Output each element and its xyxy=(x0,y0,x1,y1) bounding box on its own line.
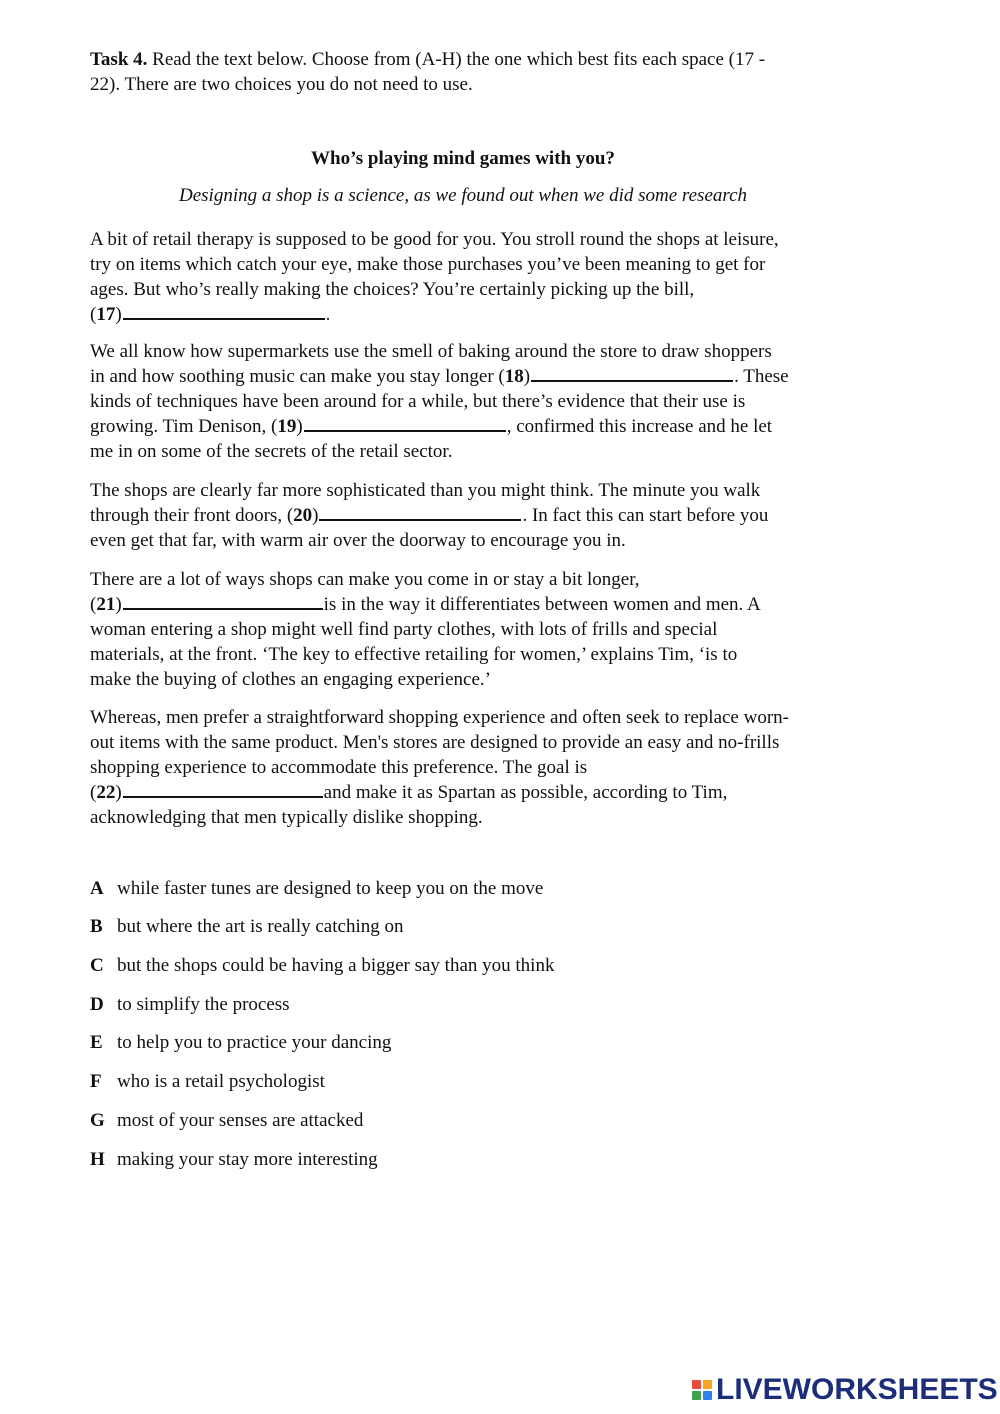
option-f[interactable] xyxy=(90,1069,325,1095)
paragraph-4: There are a lot of ways shops can make you come in or stay a bit longer, (21) is in the way it differentiates between women and men. A woman entering a shop might well find party clothes, with lots of frills and special materials, at the front. ‘The key to effective retailing for women,’ explains Tim, ‘is to make the buying of clothes an engaging experience.’ xyxy=(90,567,850,692)
paragraph-3: The shops are clearly far more sophisticated than you might think. The minute you walk through their front doors, (20) . In fact this can start before you even get that far, with warm air over the doorway to encourage you in. xyxy=(90,478,850,553)
p2-line2-before: in and how soothing music can make you stay longer ( xyxy=(90,366,505,387)
p2-line5: me in on some of the secrets of the retail sector. xyxy=(90,441,453,462)
gap-19-number: 19 xyxy=(277,416,297,437)
option-b[interactable] xyxy=(90,914,403,940)
logo-mark-square-2 xyxy=(703,1380,712,1389)
article-subtitle-block xyxy=(90,183,836,208)
option-d-letter: D xyxy=(90,994,104,1015)
option-g[interactable] xyxy=(90,1108,363,1134)
gap-19-input[interactable] xyxy=(304,414,506,432)
p5-line3: shopping experience to accommodate this preference. The goal is xyxy=(90,757,588,778)
p3-line3: even get that far, with warm air over the doorway to encourage you in. xyxy=(90,530,626,551)
option-f-text: who is a retail psychologist xyxy=(117,1071,325,1092)
task-label: Task 4. xyxy=(90,49,148,70)
option-h[interactable] xyxy=(90,1147,378,1173)
p1-end: . xyxy=(325,304,331,325)
gap-21-number: 21 xyxy=(96,594,116,615)
gap-18-number: 18 xyxy=(504,366,524,387)
paragraph-5: Whereas, men prefer a straightforward shopping experience and often seek to replace worn- out items with the same product. Men's stores are designed to provide an easy and no-frills shopping experience to accommodate this preference. The goal is (22) and make it as Spartan as possible, according to Tim, acknowledging that men typically dislike shopping. xyxy=(90,705,850,830)
option-d-text: to simplify the process xyxy=(117,994,290,1015)
option-c[interactable] xyxy=(90,953,554,979)
p5-line1: Whereas, men prefer a straightforward shopping experience and often seek to replace worn- xyxy=(90,707,789,728)
gap-18-input[interactable] xyxy=(531,364,733,382)
option-a-letter: A xyxy=(90,878,104,899)
gap-22-number: 22 xyxy=(96,782,116,803)
p4-line4: materials, at the front. ‘The key to effective retailing for women,’ explains Tim, ‘is to xyxy=(90,644,738,665)
option-h-text: making your stay more interesting xyxy=(117,1149,378,1170)
p5-line2: out items with the same product. Men's stores are designed to provide an easy and no-frills xyxy=(90,732,780,753)
paragraph-1: A bit of retail therapy is supposed to be good for you. You stroll round the shops at leisure, try on items which catch your eye, make those purchases you’ve been meaning to get for ages. But who’s really making the choices? You’re certainly picking up the bill, (17) . xyxy=(90,227,850,327)
p2-line1: We all know how supermarkets use the smell of baking around the store to draw shoppers xyxy=(90,341,772,362)
p5-line4-after: and make it as Spartan as possible, according to Tim, xyxy=(323,782,728,803)
article-title: Who’s playing mind games with you? xyxy=(311,148,615,169)
gap-20-input[interactable] xyxy=(319,503,521,521)
option-e-letter: E xyxy=(90,1032,103,1053)
p4-line1: There are a lot of ways shops can make you come in or stay a bit longer, xyxy=(90,569,640,590)
gap-17-input[interactable] xyxy=(123,302,325,320)
p3-line2-after: . In fact this can start before you xyxy=(522,505,769,526)
p4-line5: make the buying of clothes an engaging experience.’ xyxy=(90,669,491,690)
gap-20-number: 20 xyxy=(293,505,313,526)
p4-line3: woman entering a shop might well find party clothes, with lots of frills and special xyxy=(90,619,718,640)
option-c-text: but the shops could be having a bigger say than you think xyxy=(117,955,555,976)
option-g-letter: G xyxy=(90,1110,105,1131)
option-g-text: most of your senses are attacked xyxy=(117,1110,364,1131)
option-h-letter: H xyxy=(90,1149,105,1170)
gap-21-input[interactable] xyxy=(123,592,323,610)
p3-line1: The shops are clearly far more sophisticated than you might think. The minute you walk xyxy=(90,480,761,501)
task-instructions xyxy=(90,47,850,97)
option-e-text: to help you to practice your dancing xyxy=(117,1032,392,1053)
p3-line2-before: through their front doors, ( xyxy=(90,505,294,526)
option-c-letter: C xyxy=(90,955,104,976)
liveworksheets-logo[interactable] xyxy=(692,1374,998,1406)
logo-mark-icon xyxy=(692,1380,712,1400)
p4-line2-after: is in the way it differentiates between women and men. A xyxy=(323,594,761,615)
logo-mark-square-4 xyxy=(703,1391,712,1400)
article-subtitle: Designing a shop is a science, as we found out when we did some research xyxy=(179,185,747,206)
p2-line4-after: , confirmed this increase and he let xyxy=(506,416,773,437)
p1-line3: ages. But who’s really making the choices? You’re certainly picking up the bill, xyxy=(90,279,695,300)
article-title-block xyxy=(90,146,836,171)
p1-line2: try on items which catch your eye, make those purchases you’ve been meaning to get for xyxy=(90,254,766,275)
p5-line5: acknowledging that men typically dislike shopping. xyxy=(90,807,483,828)
logo-mark-square-3 xyxy=(692,1391,701,1400)
p2-line3: kinds of techniques have been around for a while, but there’s evidence that their use is xyxy=(90,391,746,412)
option-a[interactable] xyxy=(90,876,543,902)
logo-text: LIVEWORKSHEETS xyxy=(716,1373,998,1406)
option-f-letter: F xyxy=(90,1071,102,1092)
option-a-text: while faster tunes are designed to keep you on the move xyxy=(117,878,544,899)
option-d[interactable] xyxy=(90,992,290,1018)
p2-line2-after: . These xyxy=(734,366,789,387)
task-text-line2: 22). There are two choices you do not need to use. xyxy=(90,74,473,95)
option-e[interactable] xyxy=(90,1030,391,1056)
paragraph-2: We all know how supermarkets use the smell of baking around the store to draw shoppers in and how soothing music can make you stay longer (18) . These kinds of techniques have been around for a while, but there’s evidence that their use is growing. Tim Denison, (19) , confirmed this increase and he let me in on some of the secrets of the retail sector. xyxy=(90,339,850,464)
task-text-line1: Read the text below. Choose from (A-H) the one which best fits each space (17 - xyxy=(147,49,766,70)
logo-mark-square-1 xyxy=(692,1380,701,1389)
p2-line4-before: growing. Tim Denison, ( xyxy=(90,416,278,437)
gap-22-input[interactable] xyxy=(123,780,323,798)
option-b-text: but where the art is really catching on xyxy=(117,916,404,937)
p1-line1: A bit of retail therapy is supposed to be good for you. You stroll round the shops at leisure, xyxy=(90,229,779,250)
gap-17-number: 17 xyxy=(96,304,116,325)
option-b-letter: B xyxy=(90,916,103,937)
